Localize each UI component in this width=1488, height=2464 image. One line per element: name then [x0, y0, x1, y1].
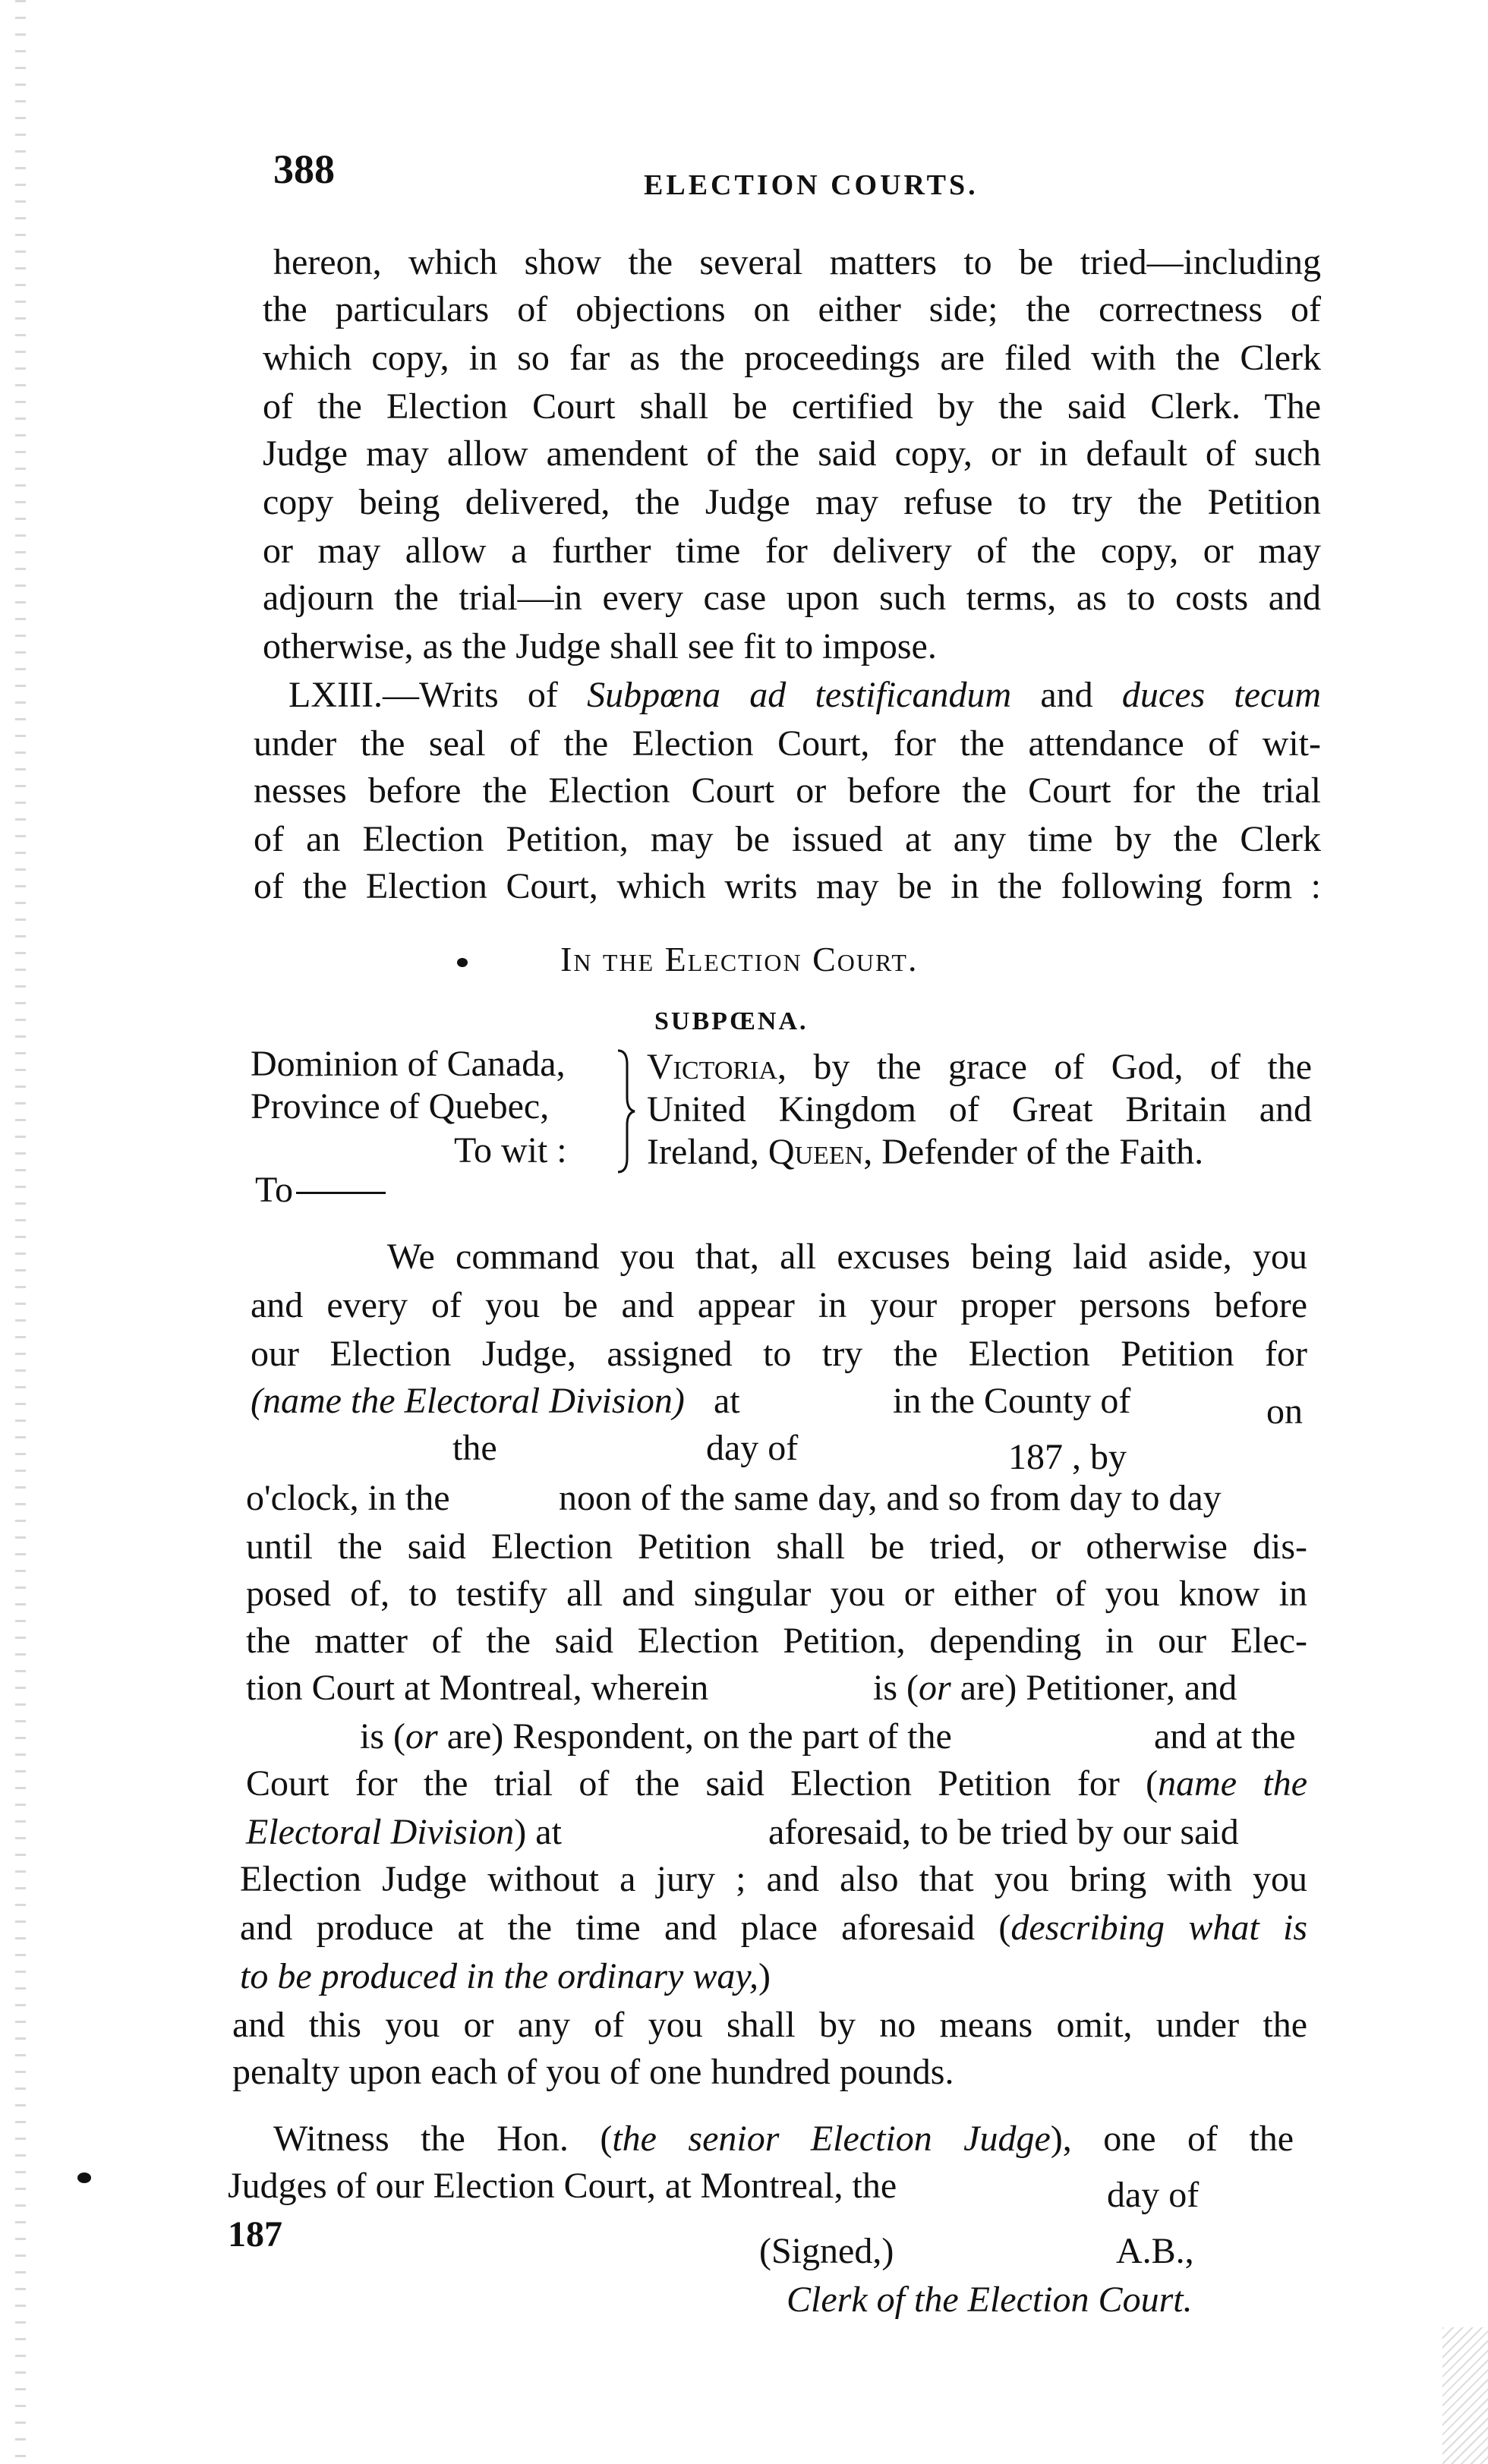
form-court-heading: In the Election Court.: [560, 940, 919, 978]
ink-mark: [77, 2173, 91, 2183]
scan-edge-left: [15, 0, 26, 2464]
signatory: A.B.,: [1116, 2231, 1194, 2271]
caption-line: Ireland, Queen, Defender of the Faith.: [647, 1132, 1204, 1172]
text-line: penalty upon each of you of one hundred pounds.: [232, 2052, 954, 2092]
text-line: Election Judge without a jury ; and also that you bring with you: [240, 1859, 1307, 1899]
addressee-line: To: [255, 1169, 386, 1212]
caption-line: Dominion of Canada,: [251, 1044, 566, 1084]
text-line: of the Election Court shall be certified by the said Clerk. The: [263, 386, 1321, 427]
caption-line: To wit :: [454, 1130, 567, 1171]
curly-brace-icon: [613, 1048, 636, 1175]
text-line: Court for the trial of the said Election Petition for (name the: [246, 1763, 1308, 1804]
scan-edge-right: [1442, 2327, 1488, 2464]
form-title: SUBPŒNA.: [654, 1007, 809, 1035]
text-line: o'clock, in the noon of the same day, and so from day to day: [246, 1478, 1222, 1518]
signatory-title: Clerk of the Election Court.: [787, 2280, 1193, 2320]
text-line: hereon, which show the several matters to be tried—including: [273, 242, 1321, 282]
signature-label: (Signed,): [759, 2231, 894, 2271]
section-number: LXIII.—Writs of: [288, 675, 588, 715]
text-line: is (or are) Respondent, on the part of the and at the: [360, 1716, 1296, 1757]
text-line: until the said Election Petition shall be tried, or otherwise dis-: [246, 1527, 1307, 1567]
text-line: and produce at the time and place aforesaid (describing what is: [240, 1908, 1307, 1948]
caption-line: Victoria, by the grace of God, of the: [647, 1047, 1312, 1087]
text-line: adjourn the trial—in every case upon such terms, as to costs and: [263, 578, 1321, 618]
text-line: copy being delivered, the Judge may refuse to try the Petition: [263, 482, 1321, 522]
text-line: and every of you be and appear in your proper persons before: [251, 1285, 1307, 1325]
blank-rule: [296, 1192, 386, 1194]
text-line: to be produced in the ordinary way,): [240, 1956, 771, 1996]
caption-line: United Kingdom of Great Britain and: [647, 1089, 1312, 1130]
text-line: tion Court at Montreal, wherein is (or are) Petitioner, and: [246, 1668, 1237, 1708]
text-line: nesses before the Election Court or before the Court for the trial: [254, 770, 1321, 811]
text-line: Judge may allow amendent of the said copy, or in default of such: [263, 433, 1321, 474]
text-line: otherwise, as the Judge shall see fit to impose.: [263, 626, 937, 666]
running-head: ELECTION COURTS.: [644, 169, 979, 201]
text-line: and this you or any of you shall by no means omit, under the: [232, 2005, 1307, 2045]
text-line: of the Election Court, which writs may be in the following form :: [254, 866, 1321, 906]
text-line: LXIII.—Writs of Subpœna ad testificandum and duces tecum: [288, 675, 1322, 715]
text-line: Witness the Hon. (the senior Election Judge), one of the: [273, 2119, 1294, 2159]
text-line: (name the Electoral Division) at in the County of on: [251, 1381, 1303, 1432]
text-line: our Election Judge, assigned to try the Election Petition for: [251, 1334, 1307, 1374]
text-line: We command you that, all excuses being laid aside, you: [387, 1237, 1307, 1277]
text-line: the matter of the said Election Petition, depending in our Elec-: [246, 1621, 1307, 1661]
text-line: which copy, in so far as the proceedings are filed with the Clerk: [263, 338, 1321, 378]
text-line: the particulars of objections on either side; the correctness of: [263, 289, 1321, 329]
ink-mark: [457, 958, 468, 967]
text-line: under the seal of the Election Court, for the attendance of wit-: [254, 723, 1321, 764]
text-line: posed of, to testify all and singular you or either of you know in: [246, 1574, 1307, 1614]
caption-line: Province of Quebec,: [251, 1086, 550, 1126]
text-line: Judges of our Election Court, at Montreal, the day of: [228, 2166, 1200, 2215]
text-line: Electoral Division) at aforesaid, to be tried by our said: [246, 1812, 1239, 1852]
text-line: 187 (Signed,) A.B.,: [228, 2214, 1194, 2271]
text-line: or may allow a further time for delivery of the copy, or may: [263, 531, 1321, 571]
page-number: 388: [273, 147, 335, 192]
text-line: of an Election Petition, may be issued at any time by the Clerk: [254, 819, 1321, 859]
